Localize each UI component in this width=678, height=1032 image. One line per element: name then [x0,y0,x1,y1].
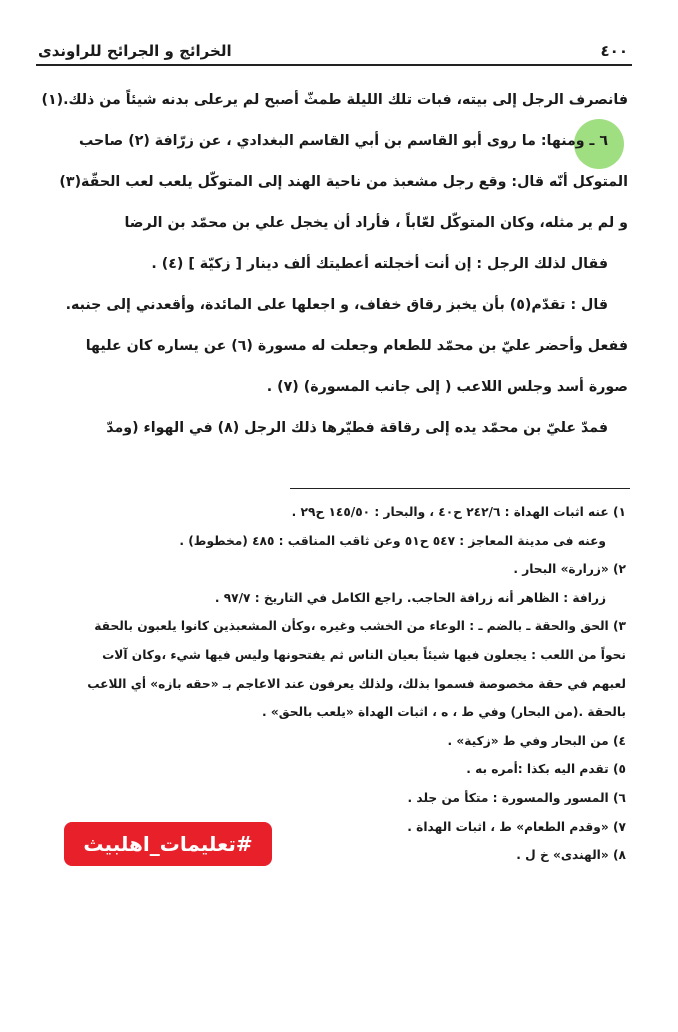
text-line-4: و لم ير مثله، وكان المتوكّل لعّاباً ، فأراد أن يخجل علي بن محمّد بن الرضا [124,215,628,231]
footnote-line: ٥) تقدم اليه بكذا :أمره به . [466,762,626,777]
footnote-line: ٤) من البحار وفي ط «زكية» . [447,733,626,748]
footnote-line: وعنه فى مدينة المعاجز : ٥٤٧ ح٥١ وعن ثاقب المناقب : ٤٨٥ (مخطوط) . [179,533,606,548]
footnote-line: ٦) المسور والمسورة : متكأ من جلد . [407,790,626,805]
text-line-5: فقال لذلك الرجل : إن أنت أخجلته أعطيتك ألف دينار [ زكيّة ] (٤) . [151,256,608,272]
footnote-line: ٨) «الهندى» خ ل . [516,848,626,863]
text-line-3: المتوكل أنّه قال: وقع رجل مشعبذ من ناحية الهند إلى المتوكّل يلعب لعب الحقّة(٣) [59,174,628,190]
page-number: ٤٠٠ [600,42,628,60]
footnote-line: زرافة : الظاهر أنه زرافة الحاجب. راجع الكامل في التاريخ : ٩٧/٧ . [214,590,606,605]
text-line-6: قال : تقدّم(٥) بأن يخبز رقاق خفاف، و اجعلها على المائدة، وأقعدني إلى جنبه. [65,297,608,313]
page-header [38,30,628,60]
footnote-line: ٧) «وقدم الطعام» ط ، اثبات الهداة . [407,819,626,834]
footnote-line: نحواً من اللعب : يجعلون فيها شيئاً بعيان الناس ثم يفتحونها وليس فيها شيء ،وكان آلات [102,647,626,662]
text-line-8: صورة أسد وجلس اللاعب ( إلى جانب المسورة) (٧) . [266,379,628,395]
footnote-line: ٣) الحق والحقة ـ بالضم ـ : الوعاء من الخشب وغيره ،وكأن المشعبذين كانوا يلعبون بالحقة [94,619,626,634]
footnote-line: ٢) «زرارة» البحار . [513,562,626,577]
book-title: الخرائج و الجرائح للراوندى [38,42,232,60]
text-line-2: ٦ ـ ومنها: ما روى أبو القاسم بن أبي القاسم البغدادي ، عن زرّافة (٢) صاحب [78,133,608,149]
text-line-7: ففعل وأحضر عليّ بن محمّد للطعام وجعلت له مسورة (٦) عن يساره كان عليها [85,338,628,354]
footnotes [60,498,626,870]
main-text [34,80,628,449]
footnote-line: لعبهم في حقة مخصوصة فسموا بذلك، ولذلك يعرفون عند الاعاجم بـ «حقه بازه» أي اللاعب [87,676,626,691]
footnote-rule [290,488,630,489]
footnote-line: بالحقة .(من البحار) وفي ط ، ه ، اثبات الهداة «يلعب بالحق» . [262,705,626,720]
text-line-9: فمدّ عليّ بن محمّد يده إلى رقاقة فطيّرها ذلك الرجل (٨) في الهواء (ومدّ [106,420,608,436]
text-line-1: فانصرف الرجل إلى بيته، فبات تلك الليلة طمثّ أصبح لم يرعلى بدنه شيئاً من ذلك.(١) [41,92,628,108]
hashtag-watermark: #تعليمات_اهلبيث [64,822,272,866]
footnote-line: ١) عنه اثبات الهداة : ٢٤٢/٦ ح٤٠ ، والبحار : ١٤٥/٥٠ ح٢٩ . [291,505,626,519]
header-rule [36,64,632,66]
